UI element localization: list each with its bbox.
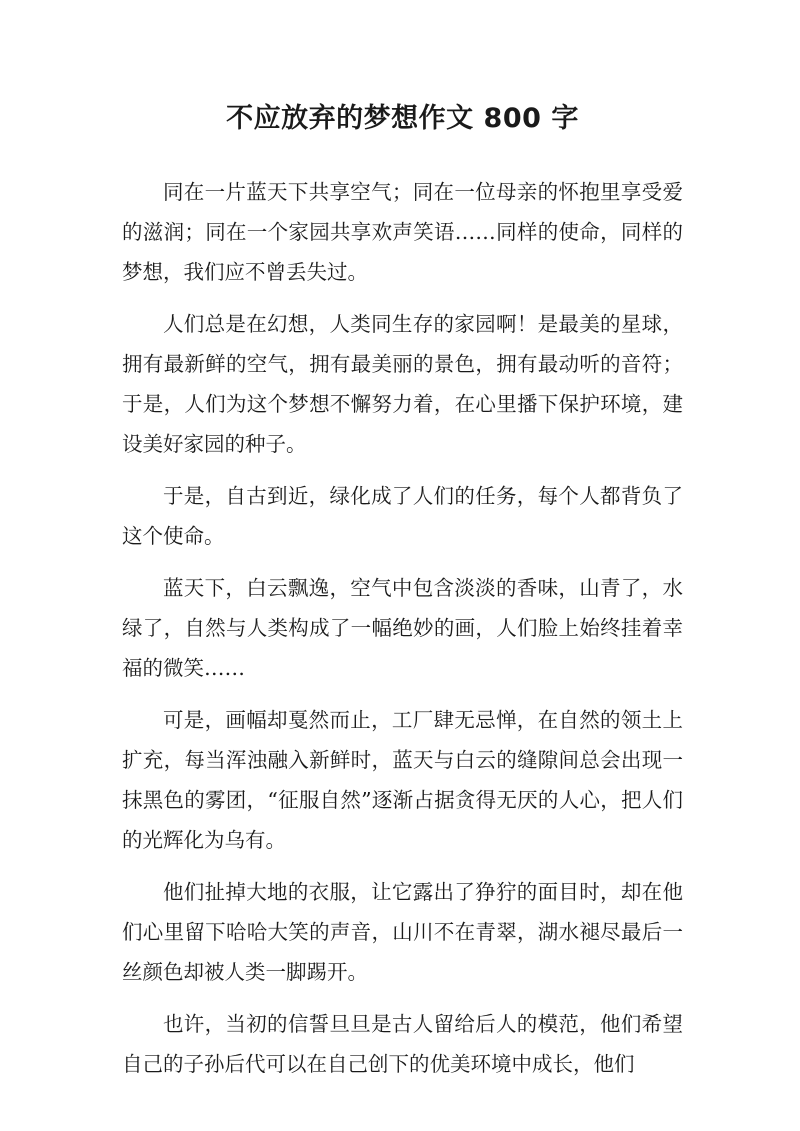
document-body bbox=[122, 172, 683, 1084]
paragraph: 他们扯掉大地的衣服，让它露出了狰狞的面目时，却在他们心里留下哈哈大笑的声音，山川不在青翠，湖水褪尽最后一丝颜色却被人类一脚踢开。 bbox=[122, 880, 683, 984]
paragraph: 人们总是在幻想，人类同生存的家园啊！是最美的星球，拥有最新鲜的空气，拥有最美丽的景色，拥有最动听的音符；于是，人们为这个梦想不懈努力着，在心里播下保护环境，建设美好家园的种子。 bbox=[122, 312, 683, 456]
document-title: 不应放弃的梦想作文 800 字 bbox=[226, 103, 579, 134]
paragraph: 蓝天下，白云飘逸，空气中包含淡淡的香味，山青了，水绿了，自然与人类构成了一幅绝妙的画，人们脸上始终挂着幸福的微笑…… bbox=[122, 576, 683, 680]
paragraph: 于是，自古到近，绿化成了人们的任务，每个人都背负了这个使命。 bbox=[122, 484, 683, 548]
paragraph: 也许，当初的信誓旦旦是古人留给后人的模范，他们希望自己的子孙后代可以在自己创下的优美环境中成长，他们 bbox=[122, 1012, 683, 1076]
paragraph: 同在一片蓝天下共享空气；同在一位母亲的怀抱里享受爱的滋润；同在一个家园共享欢声笑语……同样的使命，同样的梦想，我们应不曾丢失过。 bbox=[122, 180, 683, 284]
paragraph: 可是，画幅却戛然而止，工厂肆无忌惮，在自然的领土上扩充，每当浑浊融入新鲜时，蓝天与白云的缝隙间总会出现一抹黑色的雾团，“征服自然”逐渐占据贪得无厌的人心，把人们的光辉化为乌有。 bbox=[122, 708, 683, 852]
